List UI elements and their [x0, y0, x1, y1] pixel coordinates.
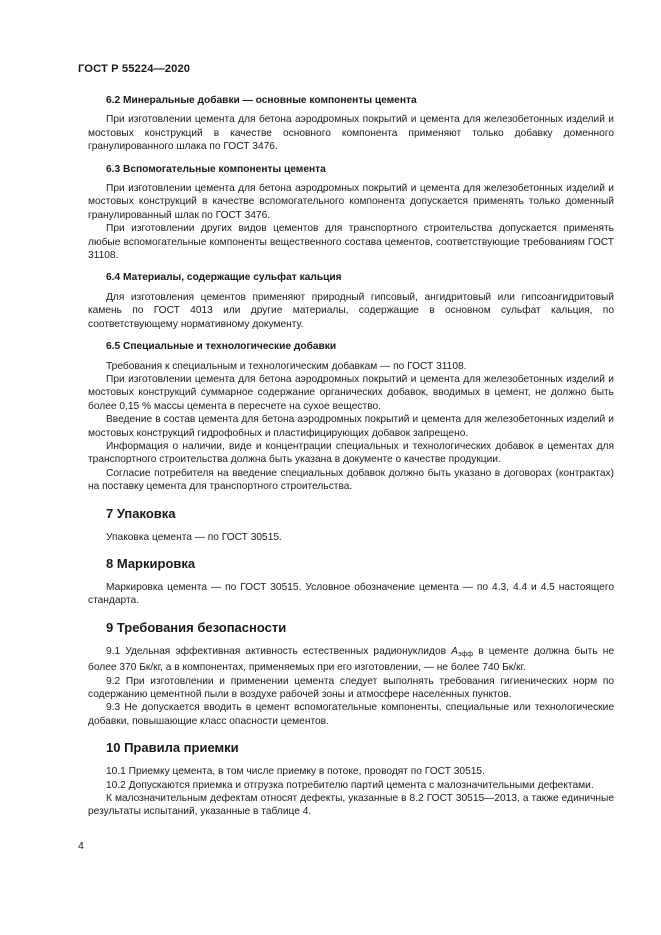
section-title-8: 8 Маркировка [106, 555, 196, 571]
subsection-title-6-2: 6.2 Минеральные добавки — основные компоненты цемента [106, 95, 417, 106]
text-run: 9.1 Удельная эффективная активность естественных радионуклидов [106, 645, 452, 657]
paragraph: 9.2 При изготовлении и применении цемента следует выполнять требования гигиенических норм по содержанию цементной пыли в воздухе рабочей зоны и атмосфере населенных пунктов. [88, 675, 614, 700]
subsection-title-6-5: 6.5 Специальные и технологические добавки [106, 341, 337, 353]
paragraph: Введение в состав цемента для бетона аэродромных покрытий и цемента для железобетонных изделий и мостовых конструкций гидрофобных и пластифицирующих добавок запрещено. [88, 414, 614, 439]
paragraph: Согласие потребителя на введение специальных добавок должно быть указано в договорах (контрактах) на поставку цемента для транспортного строительства. [88, 467, 614, 493]
paragraph: При изготовлении цемента для бетона аэродромных покрытий и цемента для железобетонных изделий и мостовых конструкций в качестве вспомогательного компонента допускается применять только доменный гранулированный шлак по ГОСТ 3476. [88, 183, 614, 221]
paragraph: Для изготовления цементов применяют природный гипсовый, ангидритовый или гипсоангидритовый камень по ГОСТ 4013 или другие материалы, содержащие в основном сульфат кальция, по соответствующему нормативному документу. [88, 291, 614, 330]
section-title-9: 9 Требования безопасности [106, 619, 287, 635]
section-title-7: 7 Упаковка [106, 505, 176, 521]
paragraph: При изготовлении цемента для бетона аэродромных покрытий и цемента для железобетонных изделий и мостовых конструкций суммарное содержание органических добавок, вводимых в цемент, не должно быть более 0,15 % массы цемента в пересчете на сухое вещество. [88, 373, 614, 412]
text-run: в цементе должна быть не более 370 Бк/кг, а в компонентах, применяемых при его изготовлении, — не более 740 Бк/кг. [88, 645, 614, 674]
paragraph: При изготовлении других видов цементов для транспортного строительства допускается применять любые вспомогательные компоненты вещественного состава цементов, соответствующие требованиям ГОСТ 31108. [88, 223, 614, 262]
symbol-a: A [451, 645, 458, 657]
paragraph: 10.1 Приемку цемента, в том числе приемку в потоке, проводят по ГОСТ 30515. [106, 766, 485, 778]
paragraph: Маркировка цемента — по ГОСТ 30515. Условное обозначение цемента — по 4.3, 4.4 и 4.5 настоящего стандарта. [88, 581, 614, 607]
document-body [88, 94, 614, 819]
paragraph: Информация о наличии, виде и концентрации специальных и технологических добавок в цементах для транспортного строительства должна быть указана в документе о качестве продукции. [88, 440, 614, 466]
paragraph-radionuclides [88, 645, 614, 675]
section-title-10: 10 Правила приемки [106, 740, 239, 756]
paragraph: 10.2 Допускаются приемка и отгрузка потребителю партий цемента с малозначительными дефектами. [106, 779, 594, 791]
paragraph: Упаковка цемента — по ГОСТ 30515. [106, 531, 282, 543]
paragraph: 9.3 Не допускается вводить в цемент вспомогательные компоненты, специальные или технологические добавки, повышающие класс опасности цементов. [88, 702, 614, 727]
document-header-id: ГОСТ Р 55224—2020 [78, 63, 191, 75]
subsection-title-6-3: 6.3 Вспомогательные компоненты цемента [106, 163, 326, 175]
paragraph: К малозначительным дефектам относят дефекты, указанные в 8.2 ГОСТ 30515—2013, а также единичные результаты испытаний, указанные в таблице 4. [88, 793, 614, 818]
page-number: 4 [78, 840, 84, 852]
symbol-subscript: эфф [457, 650, 474, 658]
paragraph: Требования к специальным и технологическим добавкам — по ГОСТ 31108. [106, 360, 467, 372]
paragraph: При изготовлении цемента для бетона аэродромных покрытий и цемента для железобетонных изделий и мостовых конструкций в качестве основного компонента применяют только добавку доменного гранулированного шлака по ГОСТ 3476. [88, 114, 614, 153]
subsection-title-6-4: 6.4 Материалы, содержащие сульфат кальция [106, 272, 342, 284]
